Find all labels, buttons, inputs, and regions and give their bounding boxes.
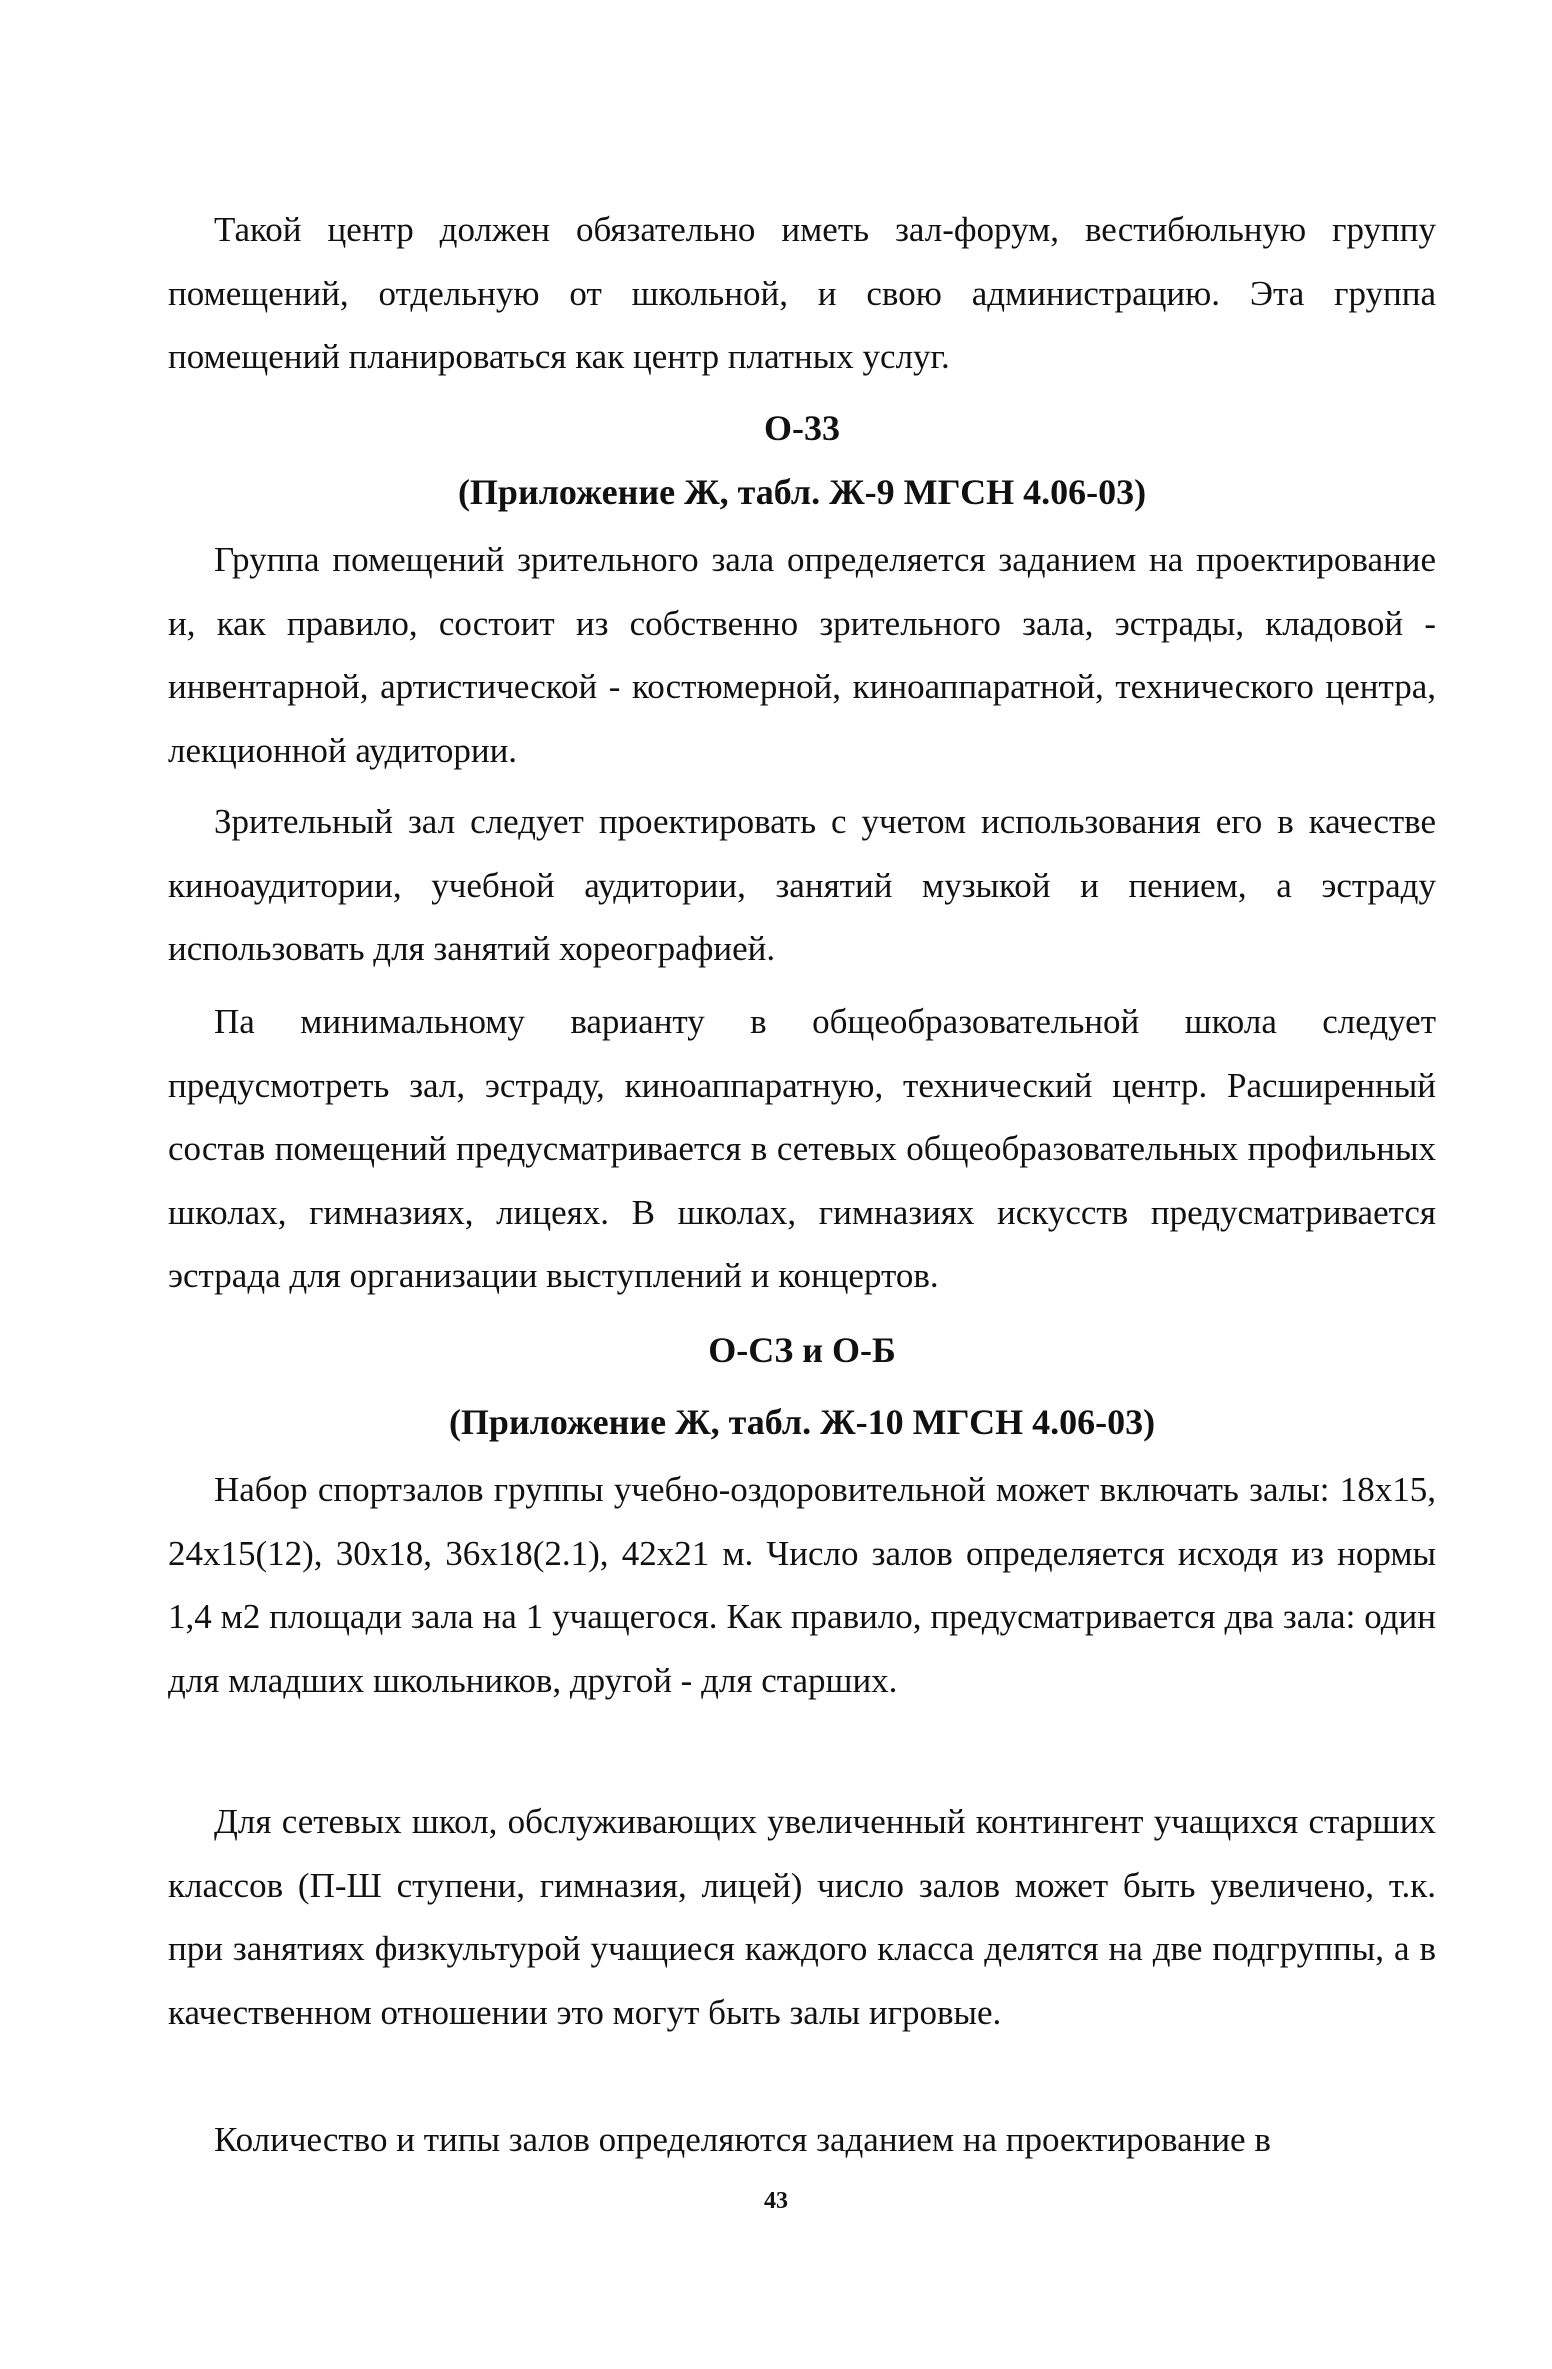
paragraph: Набор спортзалов группы учебно-оздоровительной может включать залы: 18x15, 24x15(12), 30x18, 36x18(2.1), 42x21 м. Число залов определяется исходя из нормы 1,4 м2 площади зала на 1 учащегося. Как правило, предусматривается два зала: один для младших школьников, другой - для старших. xyxy=(168,1470,1436,1700)
paragraph-block xyxy=(168,790,1436,981)
paragraph: Для сетевых школ, обслуживающих увеличенный контингент учащихся старших классов (П-Ш ступени, гимназия, лицей) число залов может быть увеличено, т.к. при занятиях физкультурой учащиеся каждого класса делятся на две подгруппы, а в качественном отношении это могут быть залы игровые. xyxy=(168,1802,1436,2032)
paragraph-block xyxy=(168,2108,1436,2172)
paragraph: Группа помещений зрительного зала определяется заданием на проектирование и, как правило, состоит из собственно зрительного зала, эстрады, кладовой - инвентарной, артистической - костюмерной, киноаппаратной, технического центра, лекционной аудитории. xyxy=(168,540,1436,770)
section-reference: (Приложение Ж, табл. Ж-9 МГСН 4.06-03) xyxy=(457,472,1147,512)
paragraph-block xyxy=(168,1790,1436,2044)
section-heading: О-СЗ и О-Б xyxy=(708,1330,896,1370)
paragraph: Такой центр должен обязательно иметь зал-форум, вестибюльную группу помещений, отдельную от школьной, и свою администрацию. Эта группа помещений планироваться как центр платных услуг. xyxy=(168,210,1436,376)
paragraph-block xyxy=(168,528,1436,782)
paragraph-block xyxy=(168,198,1436,389)
paragraph-block xyxy=(168,990,1436,1308)
paragraph: Зрительный зал следует проектировать с учетом использования его в качестве киноаудитории, учебной аудитории, занятий музыкой и пением, а эстраду использовать для занятий хореографией. xyxy=(168,802,1436,968)
paragraph: Количество и типы залов определяются заданием на проектирование в xyxy=(214,2120,1271,2159)
paragraph: Па минимальному варианту в общеобразовательной школа следует предусмотреть зал, эстраду, киноаппаратную, технический центр. Расширенный состав помещений предусматривается в сетевых общеобразовательных профильных школах, гимназиях, лицеях. В школах, гимназиях искусств предусматривается эстрада для организации выступлений и концертов. xyxy=(168,1002,1436,1295)
section-heading: О-33 xyxy=(764,408,840,448)
section-reference: (Приложение Ж, табл. Ж-10 МГСН 4.06-03) xyxy=(448,1402,1156,1442)
paragraph-block xyxy=(168,1458,1436,1712)
page-number: 43 xyxy=(764,2188,788,2214)
